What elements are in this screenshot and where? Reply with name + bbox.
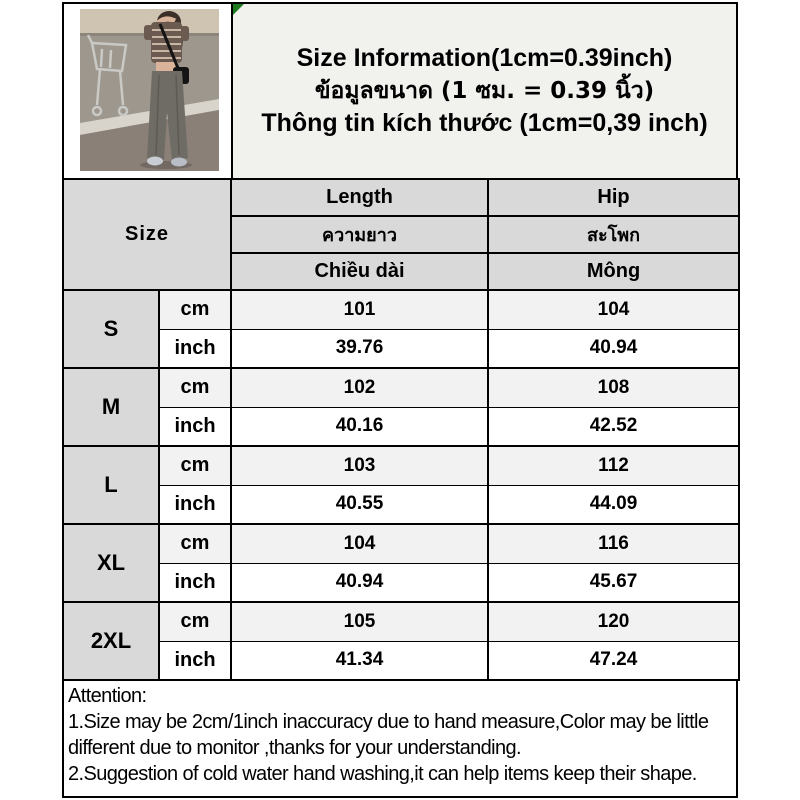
l-length-inch: 40.55	[231, 485, 488, 524]
attention-note-2: 2.Suggestion of cold water hand washing,it can help items keep their shape.	[68, 763, 697, 785]
row-2xl-inch	[63, 641, 739, 680]
size-column-header: Size	[63, 179, 231, 290]
attention-box	[62, 681, 738, 798]
m-length-cm: 102	[231, 368, 488, 407]
l-hip-cm: 112	[488, 446, 739, 485]
product-photo-illustration	[80, 9, 219, 171]
size-chart-content	[62, 2, 738, 798]
m-length-inch: 40.16	[231, 407, 488, 446]
row-s-cm	[63, 290, 739, 329]
l-length-cm: 103	[231, 446, 488, 485]
row-m-cm	[63, 368, 739, 407]
unit-cm: cm	[159, 524, 231, 563]
2xl-length-inch: 41.34	[231, 641, 488, 680]
xl-length-inch: 40.94	[231, 563, 488, 602]
unit-inch: inch	[159, 563, 231, 602]
size-label-2xl: 2XL	[63, 602, 159, 680]
size-label-l: L	[63, 446, 159, 524]
xl-hip-cm: 116	[488, 524, 739, 563]
title-block	[233, 4, 736, 178]
row-m-inch	[63, 407, 739, 446]
row-l-inch	[63, 485, 739, 524]
unit-inch: inch	[159, 407, 231, 446]
2xl-hip-cm: 120	[488, 602, 739, 641]
length-header-en: Length	[231, 179, 488, 216]
row-2xl-cm	[63, 602, 739, 641]
attention-note-1: 1.Size may be 2cm/1inch inaccuracy due to hand measure,Color may be little different due to monitor ,thanks for your understanding.	[68, 711, 709, 759]
size-label-xl: XL	[63, 524, 159, 602]
m-hip-cm: 108	[488, 368, 739, 407]
hip-header-vi: Mông	[488, 253, 739, 290]
unit-cm: cm	[159, 368, 231, 407]
header-row-en	[63, 179, 739, 216]
hip-header-th: สะโพก	[488, 216, 739, 253]
unit-inch: inch	[159, 641, 231, 680]
row-xl-cm	[63, 524, 739, 563]
s-length-cm: 101	[231, 290, 488, 329]
2xl-length-cm: 105	[231, 602, 488, 641]
hip-header-en: Hip	[488, 179, 739, 216]
length-header-th: ความยาว	[231, 216, 488, 253]
row-s-inch	[63, 329, 739, 368]
2xl-hip-inch: 47.24	[488, 641, 739, 680]
unit-inch: inch	[159, 485, 231, 524]
title-thai: ข้อมูลขนาด (1 ซม. = 0.39 นิ้ว)	[314, 77, 655, 104]
cell-marker-triangle	[233, 4, 244, 15]
s-hip-inch: 40.94	[488, 329, 739, 368]
size-label-m: M	[63, 368, 159, 446]
xl-length-cm: 104	[231, 524, 488, 563]
s-hip-cm: 104	[488, 290, 739, 329]
unit-cm: cm	[159, 446, 231, 485]
unit-inch: inch	[159, 329, 231, 368]
size-table	[62, 178, 740, 681]
xl-hip-inch: 45.67	[488, 563, 739, 602]
title-vietnamese: Thông tin kích thước (1cm=0,39 inch)	[261, 109, 708, 138]
row-l-cm	[63, 446, 739, 485]
top-section	[62, 2, 738, 178]
row-xl-inch	[63, 563, 739, 602]
size-label-s: S	[63, 290, 159, 368]
m-hip-inch: 42.52	[488, 407, 739, 446]
title-english: Size Information(1cm=0.39inch)	[296, 44, 673, 73]
product-photo	[64, 4, 233, 178]
s-length-inch: 39.76	[231, 329, 488, 368]
attention-heading: Attention:	[68, 685, 147, 707]
l-hip-inch: 44.09	[488, 485, 739, 524]
length-header-vi: Chiều dài	[231, 253, 488, 290]
unit-cm: cm	[159, 602, 231, 641]
unit-cm: cm	[159, 290, 231, 329]
